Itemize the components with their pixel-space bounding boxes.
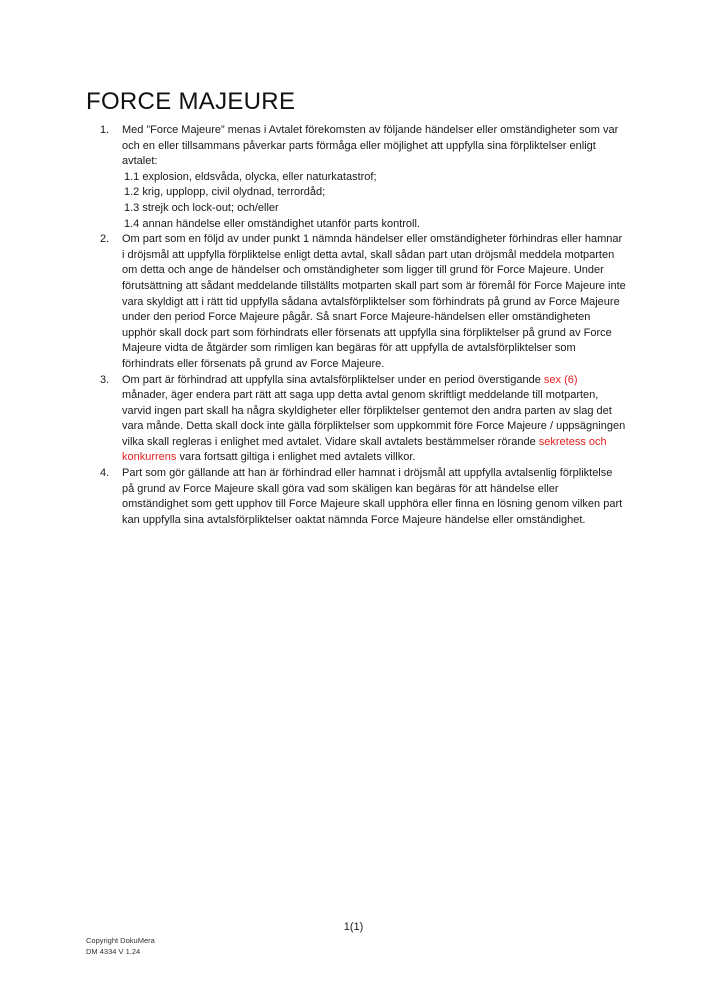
terms-highlight: sekretess och konkurrens: [122, 435, 607, 464]
clause-2: [96, 232, 626, 372]
clause-3: [96, 373, 626, 467]
clause-number: 2.: [100, 233, 110, 246]
document-title: FORCE MAJEURE: [86, 88, 296, 115]
period-highlight: sex (6): [543, 373, 578, 386]
clause-text-middle: månader, äger endera part rätt att saga upp detta avtal genom skriftligt meddelande till motparten, varvid ingen part skall ha några skyldigheter eller förpliktelser gentemot den andra parten av slag det vara månde. Detta skall dock inte gälla förpliktelser som uppkommit före Force Majeure / uppsägningen vilka skall regleras i enlighet med avtalet. Vidare skall avtalets bestämmelser rörande: [122, 389, 626, 448]
sub-clause-item: 1.4 annan händelse eller omständighet utanför parts kontroll.: [124, 217, 420, 230]
copyright-text: Copyright DokuMera: [86, 936, 155, 945]
clause-number: 1.: [100, 124, 110, 136]
clause-1: [96, 123, 626, 232]
sub-clause-list: [122, 170, 626, 232]
document-id: DM 4334 V 1.24: [86, 946, 141, 956]
clause-number: 4.: [100, 467, 110, 480]
clause-number: 3.: [100, 373, 110, 386]
clause-text: Part som gör gällande att han är förhindrad eller hamnat i dröjsmål att uppfylla avtalsenlig förpliktelse på grund av Force Majeure skall göra vad som skäligen kan begäras för att händelse eller omständighet som gett upphov till Force Majeure skall upphöra eller finna en lösning genom vilken part kan uppfylla sina avtalsförpliktelser oaktat nämnda Force Majeure händelse eller omständighet.: [122, 467, 623, 526]
sub-clause-item: 1.2 krig, upplopp, civil olydnad, terrordåd;: [124, 186, 326, 199]
clause-text: Med ”Force Majeure” menas i Avtalet förekomsten av följande händelser eller omständigheter som var och en eller tillsammans påverkar parts förmåga eller möjlighet att uppfylla sina förpliktelser enligt avtalet:: [122, 124, 619, 168]
clause-4: [96, 466, 626, 528]
clause-text-start: Om part är förhindrad att uppfylla sina avtalsförpliktelser under en period överstigande: [122, 373, 541, 386]
clause-text: Om part som en följd av under punkt 1 nämnda händelser eller omständigheter förhindras eller hamnar i dröjsmål att uppfylla förpliktelse enligt detta avtal, skall sådan part utan dröjsmål meddela motparten om detta och ange de händelser och omständigheter som ligger till grund för Force Majeure. Under förutsättning att sådant meddelande tillställts motparten skall part som är föremål för Force Majeure inte vara skyldigt att i rätt tid uppfylla sådana avtalsförpliktelser som förhindrats på grund av Force Majeure under den period Force Majeure pågår. Så snart Force Majeure-händelsen eller omständigheten upphör skall dock part som förhindrats eller försenats att uppfylla sina förpliktelser på grund av Force Majeure vidta de åtgärder som rimligen kan begäras för att uppfylla de avtalsförpliktelser som förhindrats eller försenats på grund av Force Majeure.: [122, 233, 626, 370]
page-number: 1(1): [343, 921, 364, 933]
sub-clause-item: 1.1 explosion, eldsvåda, olycka, eller naturkatastrof;: [124, 170, 377, 183]
clause-list: [96, 123, 626, 528]
footer-meta: [86, 936, 155, 957]
clause-text-end: vara fortsatt giltiga i enlighet med avtalets villkor.: [179, 451, 416, 464]
sub-clause-item: 1.3 strejk och lock-out; och/eller: [124, 201, 279, 214]
